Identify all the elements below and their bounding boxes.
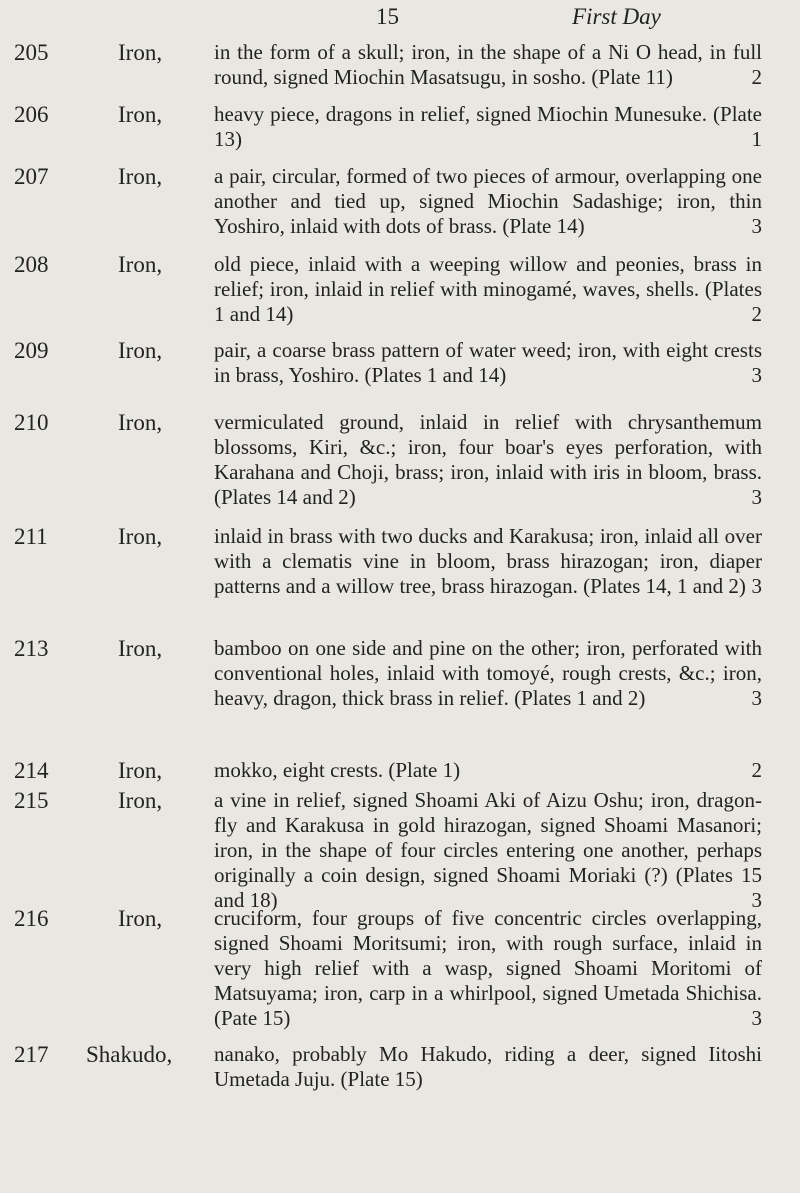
running-title: First Day bbox=[572, 4, 661, 29]
lot-description bbox=[214, 252, 762, 327]
lot-description bbox=[214, 636, 762, 711]
lot-material: Iron, bbox=[118, 524, 163, 549]
lot-quantity: 2 bbox=[751, 758, 762, 782]
lot-material: Iron, bbox=[118, 636, 163, 661]
lot-description bbox=[214, 1042, 762, 1092]
lot-material: Iron, bbox=[118, 758, 163, 783]
lot-material: Iron, bbox=[118, 164, 163, 189]
lot-description bbox=[214, 338, 762, 388]
lot-number: 217 bbox=[14, 1042, 49, 1067]
lot-description bbox=[214, 102, 762, 152]
lot-entry bbox=[0, 164, 800, 239]
lot-quantity: 3 bbox=[751, 1006, 762, 1030]
lot-number: 209 bbox=[14, 338, 49, 363]
lot-quantity: 2 bbox=[751, 302, 762, 326]
lot-entry bbox=[0, 758, 800, 783]
lot-entry bbox=[0, 636, 800, 711]
lot-material: Iron, bbox=[118, 40, 163, 65]
lot-description bbox=[214, 164, 762, 239]
lot-number: 215 bbox=[14, 788, 49, 813]
lot-entry bbox=[0, 252, 800, 327]
lot-description-text: inlaid in brass with two ducks and Karakusa; iron, inlaid all over with a clematis vine in bloom, brass hirazogan; iron, diaper patterns and a willow tree, brass hirazogan. (Plates 14, 1 and 2) bbox=[214, 524, 762, 598]
lot-description-text: vermiculated ground, inlaid in relief with chrysanthemum blossoms, Kiri, &c.; iron, four boar's eyes perforation, with Karahana and Choji, brass; iron, inlaid with iris in bloom, brass. (Plates 14 and 2) bbox=[214, 410, 762, 509]
lot-description bbox=[214, 410, 762, 510]
lot-description bbox=[214, 758, 762, 783]
lot-entry bbox=[0, 40, 800, 90]
lot-material: Iron, bbox=[118, 252, 163, 277]
lot-description-text: in the form of a skull; iron, in the shape of a Ni O head, in full round, signed Miochin Masatsugu, in sosho. (Plate 11) bbox=[214, 40, 762, 89]
lot-description-text: heavy piece, dragons in relief, signed Miochin Munesuke. (Plate 13) bbox=[214, 102, 762, 151]
lot-entry bbox=[0, 102, 800, 152]
lot-description-text: cruciform, four groups of five concentric circles overlapping, signed Shoami Moritsumi; iron, with rough surface, inlaid in very high relief with a wasp, signed Shoami Moritomi of Matsuyama; iron, carp in a whirlpool, signed Umetada Shichisa. (Pate 15) bbox=[214, 906, 762, 1030]
lot-description-text: mokko, eight crests. (Plate 1) bbox=[214, 758, 461, 782]
lot-description-text: nanako, probably Mo Hakudo, riding a deer, signed Iitoshi Umetada Juju. (Plate 15) bbox=[214, 1042, 762, 1091]
lot-entry bbox=[0, 338, 800, 388]
lot-description-text: a vine in relief, signed Shoami Aki of Aizu Oshu; iron, dragon-fly and Karakusa in gold hirazogan, signed Shoami Masanori; iron, in the shape of four circles entering one another, perhaps originally a coin design, signed Shoami Moriaki (?) (Plates 15 and 18) bbox=[214, 788, 762, 912]
lot-description bbox=[214, 788, 762, 913]
lot-entry bbox=[0, 906, 800, 1031]
lot-quantity: 3 bbox=[751, 214, 762, 238]
lot-quantity: 2 bbox=[751, 65, 762, 89]
lot-material: Iron, bbox=[118, 410, 163, 435]
lot-material: Iron, bbox=[118, 788, 163, 813]
lot-description bbox=[214, 524, 762, 599]
lot-description bbox=[214, 40, 762, 90]
lot-material: Shakudo, bbox=[86, 1042, 173, 1067]
lot-entry bbox=[0, 788, 800, 913]
lot-description bbox=[214, 906, 762, 1031]
lot-number: 214 bbox=[14, 758, 49, 783]
page-header bbox=[0, 4, 800, 32]
lot-quantity: 3 bbox=[751, 363, 762, 387]
lot-number: 216 bbox=[14, 906, 49, 931]
lot-number: 205 bbox=[14, 40, 49, 65]
lot-quantity: 1 bbox=[751, 127, 762, 151]
lot-quantity: 3 bbox=[751, 574, 762, 598]
lot-quantity: 3 bbox=[751, 485, 762, 509]
lot-quantity: 3 bbox=[751, 888, 762, 912]
lot-number: 210 bbox=[14, 410, 49, 435]
page-number: 15 bbox=[376, 4, 399, 29]
lot-number: 211 bbox=[14, 524, 48, 549]
lot-quantity: 3 bbox=[751, 686, 762, 710]
lot-number: 206 bbox=[14, 102, 49, 127]
lot-number: 207 bbox=[14, 164, 49, 189]
lot-entry bbox=[0, 1042, 800, 1092]
lot-description-text: old piece, inlaid with a weeping willow and peonies, brass in relief; iron, inlaid in relief with minogamé, waves, shells. (Plates 1 and 14) bbox=[214, 252, 762, 326]
lot-entry bbox=[0, 524, 800, 599]
lot-material: Iron, bbox=[118, 338, 163, 363]
lot-description-text: pair, a coarse brass pattern of water weed; iron, with eight crests in brass, Yoshiro. (Plates 1 and 14) bbox=[214, 338, 762, 387]
lot-material: Iron, bbox=[118, 906, 163, 931]
lot-description-text: a pair, circular, formed of two pieces of armour, overlapping one another and tied up, signed Miochin Sadashige; iron, thin Yoshiro, inlaid with dots of brass. (Plate 14) bbox=[214, 164, 762, 238]
lot-description-text: bamboo on one side and pine on the other; iron, perforated with conventional holes, inlaid with tomoyé, rough crests, &c.; iron, heavy, dragon, thick brass in relief. (Plates 1 and 2) bbox=[214, 636, 762, 710]
lot-entry bbox=[0, 410, 800, 510]
lot-material: Iron, bbox=[118, 102, 163, 127]
lot-number: 208 bbox=[14, 252, 49, 277]
lot-number: 213 bbox=[14, 636, 49, 661]
